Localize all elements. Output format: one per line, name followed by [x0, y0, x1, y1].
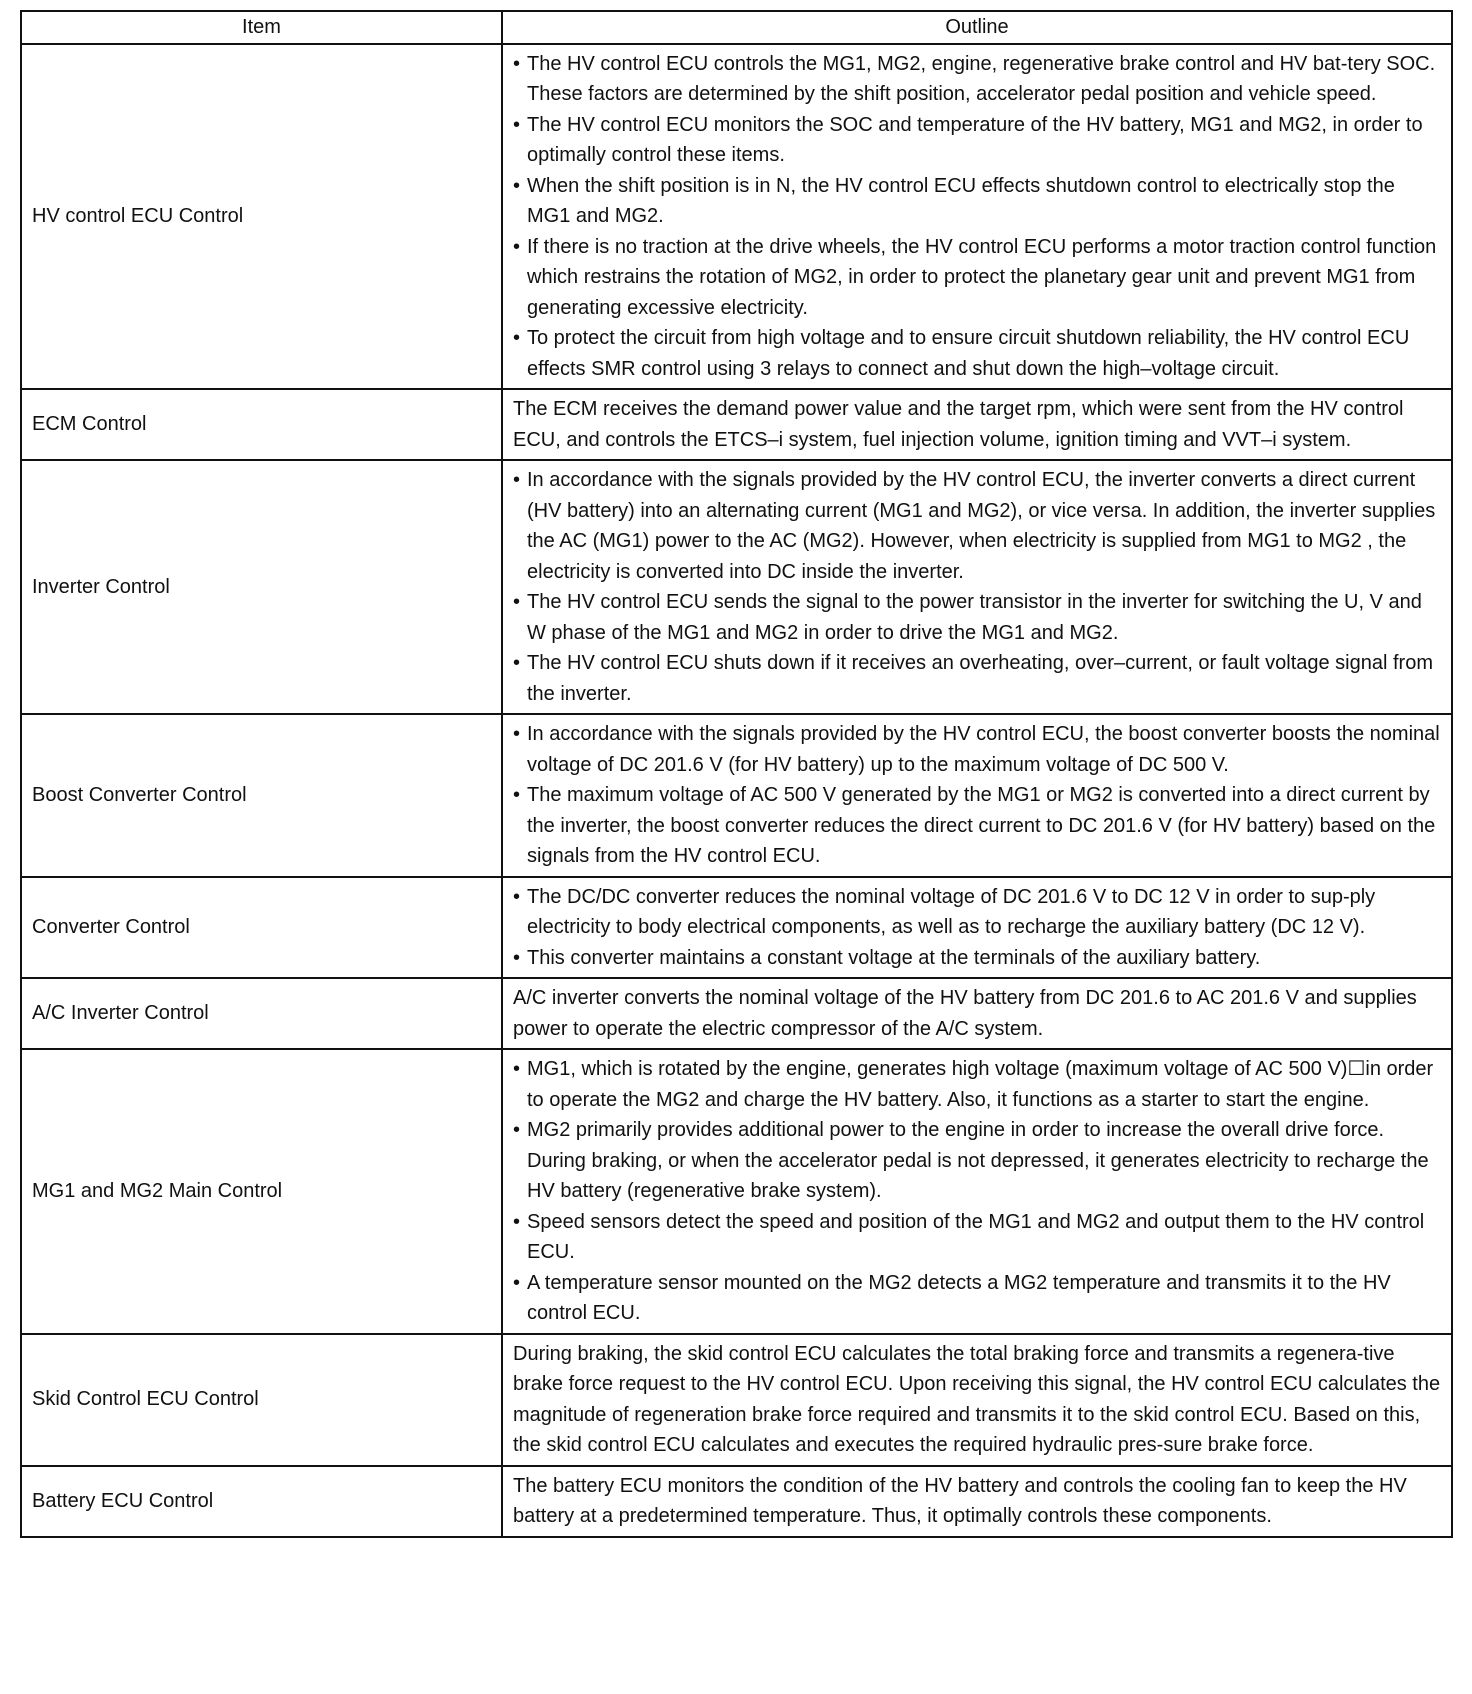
- outline-cell: [502, 460, 1452, 714]
- outline-bullet: • The maximum voltage of AC 500 V generated by the MG1 or MG2 is converted into a direct current by the inverter, the boost converter reduces the direct current to DC 201.6 V (for HV battery) based on the signals from the HV control ECU.: [513, 780, 1441, 872]
- outline-bullet: • In accordance with the signals provided by the HV control ECU, the inverter converts a direct current (HV battery) into an alternating current (MG1 and MG2), or vice versa. In addition, the inverter supplies the AC (MG1) power to the AC (MG2). However, when electricity is supplied from MG1 to MG2 , the electricity is converted into DC inside the inverter.: [513, 465, 1441, 587]
- outline-bullet-list: [513, 882, 1441, 974]
- outline-bullet: • The HV control ECU shuts down if it receives an overheating, over–current, or fault voltage signal from the inverter.: [513, 648, 1441, 709]
- outline-cell: [502, 877, 1452, 979]
- outline-bullet: • Speed sensors detect the speed and position of the MG1 and MG2 and output them to the HV control ECU.: [513, 1207, 1441, 1268]
- item-cell: Converter Control: [21, 877, 502, 979]
- outline-bullet: • MG2 primarily provides additional power to the engine in order to increase the overall drive force. During braking, or when the accelerator pedal is not depressed, it generates electricity to recharge the HV battery (regenerative brake system).: [513, 1115, 1441, 1207]
- table-row: [21, 1049, 1452, 1334]
- outline-cell: [502, 1049, 1452, 1334]
- outline-paragraph: During braking, the skid control ECU calculates the total braking force and transmits a regenera-tive brake force request to the HV control ECU. Upon receiving this signal, the HV control ECU calculates the magnitude of regeneration brake force required and transmits it to the skid control ECU. Based on this, the skid control ECU calculates and executes the required hydraulic pres-sure brake force.: [513, 1342, 1441, 1456]
- header-row: [21, 11, 1452, 44]
- outline-bullet: • The DC/DC converter reduces the nominal voltage of DC 201.6 V to DC 12 V in order to sup-ply electricity to body electrical components, as well as to recharge the auxiliary battery (DC 12 V).: [513, 882, 1441, 943]
- item-cell: Skid Control ECU Control: [21, 1334, 502, 1466]
- outline-cell: [502, 389, 1452, 460]
- table-row: [21, 1334, 1452, 1466]
- column-header-item: Item: [21, 11, 502, 44]
- control-outline-table: [20, 10, 1453, 1538]
- outline-cell: [502, 1334, 1452, 1466]
- outline-bullet-list: [513, 465, 1441, 709]
- outline-paragraph: A/C inverter converts the nominal voltage of the HV battery from DC 201.6 to AC 201.6 V and supplies power to operate the electric compressor of the A/C system.: [513, 987, 1417, 1040]
- outline-bullet: • A temperature sensor mounted on the MG2 detects a MG2 temperature and transmits it to the HV control ECU.: [513, 1268, 1441, 1329]
- item-cell: Boost Converter Control: [21, 714, 502, 877]
- item-cell: Inverter Control: [21, 460, 502, 714]
- column-header-outline: Outline: [502, 11, 1452, 44]
- table-row: [21, 714, 1452, 877]
- table-row: [21, 978, 1452, 1049]
- outline-cell: [502, 1466, 1452, 1537]
- outline-bullet: • MG1, which is rotated by the engine, generates high voltage (maximum voltage of AC 500 V)☐in order to operate the MG2 and charge the HV battery. Also, it functions as a starter to start the engine.: [513, 1054, 1441, 1115]
- outline-paragraph: The battery ECU monitors the condition of the HV battery and controls the cooling fan to keep the HV battery at a predetermined temperature. Thus, it optimally controls these components.: [513, 1474, 1407, 1527]
- outline-bullet-list: [513, 1054, 1441, 1329]
- outline-bullet: • This converter maintains a constant voltage at the terminals of the auxiliary battery.: [513, 943, 1441, 974]
- outline-bullet: • If there is no traction at the drive wheels, the HV control ECU performs a motor traction control function which restrains the rotation of MG2, in order to protect the planetary gear unit and prevent MG1 from generating excessive electricity.: [513, 232, 1441, 324]
- item-cell: MG1 and MG2 Main Control: [21, 1049, 502, 1334]
- outline-paragraph: The ECM receives the demand power value and the target rpm, which were sent from the HV control ECU, and controls the ETCS–i system, fuel injection volume, ignition timing and VVT–i system.: [513, 398, 1404, 451]
- outline-bullet: • In accordance with the signals provided by the HV control ECU, the boost converter boosts the nominal voltage of DC 201.6 V (for HV battery) up to the maximum voltage of DC 500 V.: [513, 719, 1441, 780]
- outline-bullet: • When the shift position is in N, the HV control ECU effects shutdown control to electrically stop the MG1 and MG2.: [513, 171, 1441, 232]
- outline-cell: [502, 714, 1452, 877]
- outline-bullet: • The HV control ECU controls the MG1, MG2, engine, regenerative brake control and HV bat-tery SOC. These factors are determined by the shift position, accelerator pedal position and vehicle speed.: [513, 49, 1441, 110]
- outline-bullet-list: [513, 719, 1441, 872]
- table-row: [21, 877, 1452, 979]
- item-cell: A/C Inverter Control: [21, 978, 502, 1049]
- table-row: [21, 1466, 1452, 1537]
- item-cell: ECM Control: [21, 389, 502, 460]
- item-cell: Battery ECU Control: [21, 1466, 502, 1537]
- outline-cell: [502, 44, 1452, 390]
- table-row: [21, 460, 1452, 714]
- outline-bullet: • To protect the circuit from high voltage and to ensure circuit shutdown reliability, the HV control ECU effects SMR control using 3 relays to connect and shut down the high–voltage circuit.: [513, 323, 1441, 384]
- table-row: [21, 389, 1452, 460]
- outline-bullet: • The HV control ECU sends the signal to the power transistor in the inverter for switching the U, V and W phase of the MG1 and MG2 in order to drive the MG1 and MG2.: [513, 587, 1441, 648]
- item-cell: HV control ECU Control: [21, 44, 502, 390]
- outline-bullet-list: [513, 49, 1441, 385]
- table-row: [21, 44, 1452, 390]
- outline-bullet: • The HV control ECU monitors the SOC and temperature of the HV battery, MG1 and MG2, in order to optimally control these items.: [513, 110, 1441, 171]
- outline-cell: [502, 978, 1452, 1049]
